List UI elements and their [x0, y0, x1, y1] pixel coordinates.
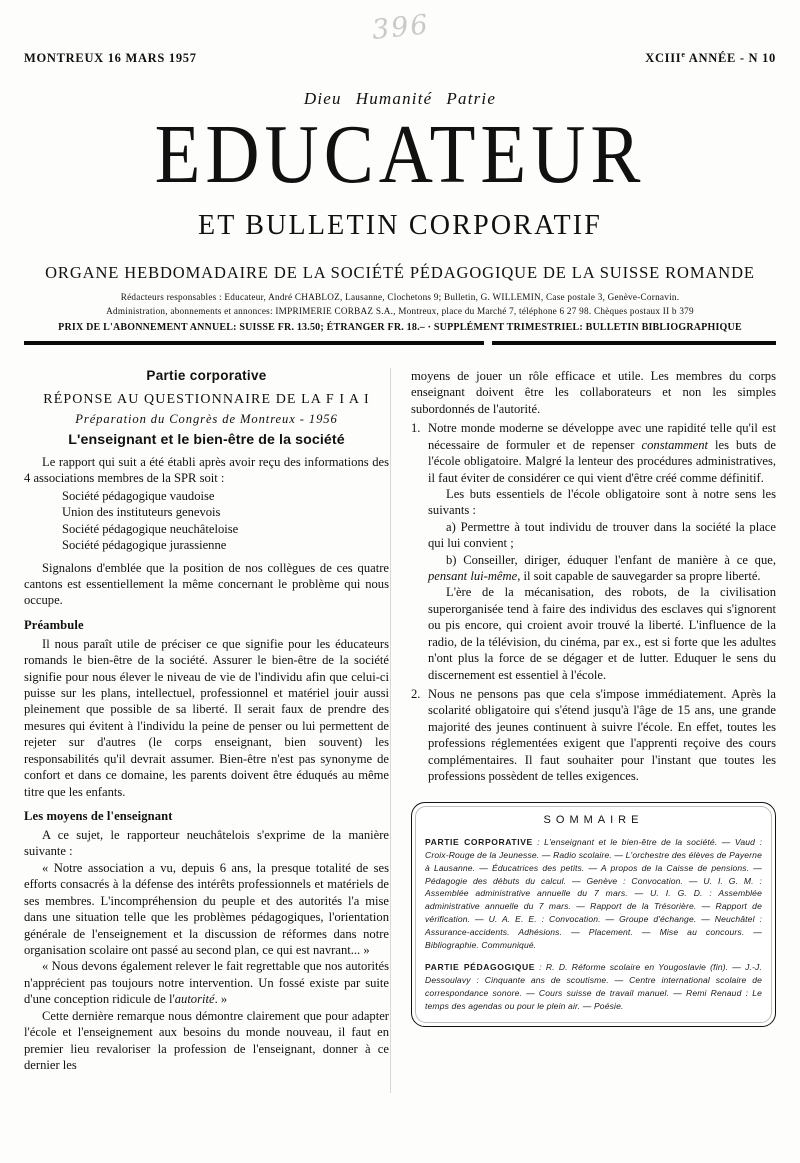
- item1-paragraph-goal-a: a) Permettre à tout individu de trouver dans la société la place qui lui convient ;: [428, 519, 776, 551]
- section-heading-partie-corporative: Partie corporative: [146, 368, 267, 383]
- body-columns: [24, 368, 776, 1073]
- item1-paragraph-b: Les buts essentiels de l'école obligatoire sont à notre sens les suivants :: [428, 486, 776, 518]
- item1a-emphasis-constamment: constamment: [641, 437, 708, 452]
- subsection-heading-preambule: Préambule: [24, 617, 84, 632]
- motto-word-dieu: Dieu: [303, 89, 342, 109]
- archival-handwritten-mark: 396: [370, 9, 432, 46]
- paragraph-a-ce-sujet: A ce sujet, le rapporteur neuchâtelois s'exprime de la manière suivante :: [24, 828, 389, 859]
- heading-preparation-congres: Préparation du Congrès de Montreux - 1956: [75, 412, 338, 426]
- paragraph-cette-derniere: Cette dernière remarque nous démontre clairement que pour adapter l'école et l'enseignement aux besoins du monde nouveau, il faut en premier lieu revaloriser la profession de l'enseignant, donner à ce dernier les: [24, 1008, 389, 1072]
- left-column: [24, 368, 389, 1073]
- right-column: [411, 368, 776, 1073]
- issue-number: XCIIIe ANNÉE - N 10: [645, 50, 776, 66]
- sommaire-entry-pedagogique: [425, 961, 762, 1013]
- item2-paragraph: Nous ne pensons pas que cela s'impose immédiatement. Après la scolarité obligatoire qui s'étend jusqu'à l'âge de 15 ans, une grande majorité des jeunes continuent à suivre l'école. En effet, toutes les professions réglementées exigent que l'apprenti reçoive des cours complémentaires. Il faut souhaiter pour l'instant que toutes les professions possèdent de telles exigences.: [428, 687, 776, 784]
- credits-administration: Administration, abonnements et annonces: IMPRIMERIE CORBAZ S.A., Montreux, place du Marché 7, téléphone 6 27 98. Chèques postaux II b 379: [106, 306, 694, 317]
- issue-line: [24, 50, 776, 66]
- item1-paragraph-goal-b: [428, 552, 776, 585]
- masthead: [24, 50, 776, 335]
- item1d-pre: b) Conseiller, diriger, éduquer l'enfant de manière à ce que,: [446, 552, 776, 567]
- masthead-credits: [24, 290, 776, 335]
- list-item: Société pédagogique jurassienne: [62, 538, 227, 553]
- item1a-post: les buts de l'école obligatoire. Malgré la lenteur des procédures administratives, il faut éviter de considérer ce qui vient d'être créé comme définitif.: [428, 437, 776, 485]
- paragraph-preambule: Il nous paraît utile de préciser ce que signifie pour les éducateurs romands le bien-être de la société. Assurer le bien-être de la société signifie pour nous élever le niveau de vie de l'individu afin que celui-ci puisse sur les plans, intellectuel, professionnel et matériel jouir aussi pleinement que possible de sa liberté. Il serait faux de prendre des mesures qui évitent à l'individu la peine de penser ou lui permettent de rejeter sur d'autres (le corps enseignant, bien souvent) les responsabilités qu'il devrait assumer. Bien-être n'est pas synonyme de confort et dans ce domaine, les parents doivent être éduqués au même titre que les enfants.: [24, 636, 389, 799]
- header-rule-left: [24, 341, 484, 345]
- sommaire-text-corporative: : L'enseignant et le bien-être de la société. — Vaud : Croix-Rouge de la Jeunesse. — Radio scolaire. — L'orchestre des élèves de Payerne à Lausanne. — Éducatrices des petits. — A propos de la Caisse de pensions. — Pédagogie des débuts du calcul. — Genève : Convocation. — U. I. G. M. : Assemblée administrative annuelle du 7 mars. — U. I. G. D. : Assemblée administrative annuelle du 7 mars. — Rapport de la Trésorière. — Rapport de vérification. — U. A. E. E. : Convocation. — Groupe d'échange. — Neuchâtel : Assurance-accidents. Adhésions. — Placement. — Mise au concours. — Bibliographie. Communiqué.: [425, 836, 762, 951]
- paragraph-continuation: moyens de jouer un rôle efficace et utile. Les membres du corps enseignant doivent être les collaborateurs et non les simples subordonnés de l'autorité.: [411, 369, 776, 416]
- sommaire-entry-corporative: [425, 836, 762, 953]
- journal-subtitle: ET BULLETIN CORPORATIF: [197, 210, 603, 242]
- item-number: 1.: [411, 421, 421, 436]
- sommaire-label-corporative: PARTIE CORPORATIVE: [425, 836, 533, 847]
- header-rule-right: [492, 341, 776, 345]
- heading-reponse-questionnaire: RÉPONSE AU QUESTIONNAIRE DE LA F I A I: [43, 392, 370, 407]
- header-rule-gap: [484, 341, 492, 345]
- journal-title: EDUCATEUR: [154, 108, 646, 202]
- quote-text-post: . »: [214, 992, 228, 1007]
- item1-paragraph-ere-mecanisation: L'ère de la mécanisation, des robots, de la civilisation superorganisée tend à faire des individus des esclaves qui s'ignorent ou pis encore, qui croient avoir trouvé la liberté. L'influence de la radio, de la télévision, du cinéma, par ex., est si forte que les adultes n'ont plus la force de se dégager et de lutter. Eduquer le sens du discernement est essentiel à l'école.: [428, 585, 776, 682]
- item1d-post: , il soit capable de sauvegarder sa propre liberté.: [517, 569, 761, 584]
- quotation-first: « Notre association a vu, depuis 6 ans, la presque totalité de ses efforts consacrés à la défense des intérêts professionnels et matériels de ses membres. L'incompréhension du peuple et des autorités l'a mise dans une situation telle que les problèmes pédagogiques, l'orientation générale de l'enseignement et la discussion de réformes dans notre organisation scolaire ont passé au second plan, ce qui est navrant... »: [24, 860, 389, 957]
- list-item: Société pédagogique vaudoise: [62, 488, 215, 503]
- sommaire-box: [411, 802, 776, 1028]
- item-body: [428, 686, 776, 785]
- numbered-item-2: [411, 686, 776, 785]
- association-list: [24, 488, 389, 554]
- list-item: Union des instituteurs genevois: [62, 505, 221, 520]
- quotation-second: [24, 958, 389, 1007]
- journal-motto: [24, 89, 776, 109]
- item1-paragraph-a: [428, 420, 776, 486]
- article-title: L'enseignant et le bien-être de la société: [68, 432, 345, 448]
- quote-emphasis-autorite: autorité: [174, 992, 215, 1007]
- motto-word-humanite: Humanité: [355, 89, 433, 109]
- item1d-emphasis-pensant-lui-meme: pensant lui-même: [428, 569, 518, 584]
- journal-organ-statement: ORGANE HEBDOMADAIRE DE LA SOCIÉTÉ PÉDAGOGIQUE DE LA SUISSE ROMANDE: [45, 263, 755, 283]
- item-body: [428, 420, 776, 683]
- header-rule: [24, 341, 776, 345]
- credits-subscription-price: PRIX DE L'ABONNEMENT ANNUEL: SUISSE FR. 13.50; ÉTRANGER FR. 18.– · SUPPLÉMENT TRIMESTRIEL: BULLETIN BIBLIOGRAPHIQUE: [58, 321, 742, 333]
- sommaire-title: SOMMAIRE: [543, 813, 644, 826]
- item1a-pre: Notre monde moderne se développe avec une rapidité telle qu'il est nécessaire de formuler et de repenser: [428, 421, 776, 452]
- sommaire-label-pedagogique: PARTIE PÉDAGOGIQUE: [425, 962, 536, 973]
- motto-word-patrie: Patrie: [446, 89, 497, 109]
- list-item: Société pédagogique neuchâteloise: [62, 521, 239, 536]
- issue-date: MONTREUX 16 MARS 1957: [24, 51, 197, 66]
- subsection-heading-moyens: Les moyens de l'enseignant: [24, 809, 173, 824]
- numbered-item-1: [411, 420, 776, 683]
- credits-editors: Rédacteurs responsables : Educateur, André CHABLOZ, Lausanne, Clochetons 9; Bulletin, G. WILLEMIN, Case postale 3, Genève-Cornavin.: [120, 292, 680, 303]
- item-number: 2.: [411, 687, 421, 702]
- quote-text-pre: « Nous devons également relever le fait regrettable que nos autorités n'apprécient pas toujours notre intervention. Un fossé existe par suite d'une conception ridicule de l': [24, 959, 389, 1007]
- paragraph-intro: Le rapport qui suit a été établi après avoir reçu des informations des 4 associations membres de la SPR soit :: [24, 455, 389, 486]
- sommaire-text-pedagogique: : R. D. Réforme scolaire en Yougoslavie (fin). — J.-J. Dessoulavy : Cinquante ans de scoutisme. — Centre international scolaire de correspondance sonore. — Cours suisse de travail manuel. — Remi Renaud : Le temps des agendas ou pour le plein air. — Poésie.: [425, 962, 763, 1012]
- paragraph-signalons: Signalons d'emblée que la position de nos collègues de ces quatre cantons est essentiellement la même concernant le problème qui nous occupe.: [24, 560, 389, 608]
